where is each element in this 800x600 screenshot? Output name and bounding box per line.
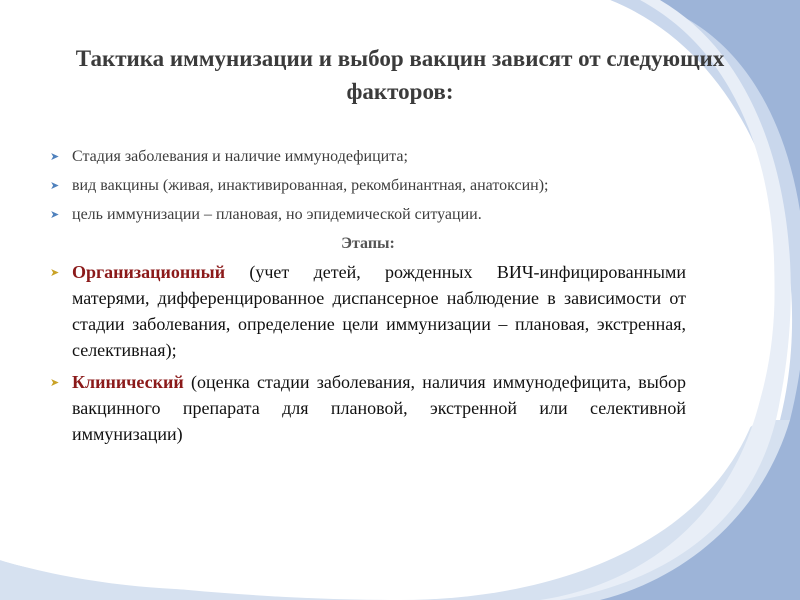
stage-item xyxy=(50,369,686,447)
stage-text: (оценка стадии заболевания, наличия иммунодефицита, выбор вакцинного препарата для плановой, экстренной или селективной иммунизации) xyxy=(72,372,686,444)
arrowhead-bullet-icon: ➤ xyxy=(50,150,60,163)
stage-term: Организационный xyxy=(72,262,226,282)
factor-item xyxy=(50,203,686,226)
arrowhead-bullet-icon: ➤ xyxy=(50,208,60,221)
stages-heading: Этапы: xyxy=(341,235,395,252)
factor-text: цель иммунизации – плановая, но эпидемической ситуации. xyxy=(72,206,482,223)
factor-item xyxy=(50,145,686,168)
arrowhead-bullet-icon: ➤ xyxy=(50,266,60,279)
stage-text: (учет детей, рожденных ВИЧ-инфицированными матерями, дифференцированное диспансерное наблюдение в зависимости от стадии заболевания, определение цели иммунизации – плановая, экстренная, селективная); xyxy=(72,262,686,360)
bullet-list xyxy=(50,145,686,453)
stage-item xyxy=(50,259,686,363)
slide-title: Тактика иммунизации и выбор вакцин зависят от следующих факторов: xyxy=(75,46,725,104)
stage-term: Клинический xyxy=(72,372,184,392)
factor-text: вид вакцины (живая, инактивированная, рекомбинантная, анатоксин); xyxy=(72,177,549,194)
arrowhead-bullet-icon: ➤ xyxy=(50,376,60,389)
factor-item xyxy=(50,174,686,197)
factor-text: Стадия заболевания и наличие иммунодефицита; xyxy=(72,148,408,165)
arrowhead-bullet-icon: ➤ xyxy=(50,179,60,192)
